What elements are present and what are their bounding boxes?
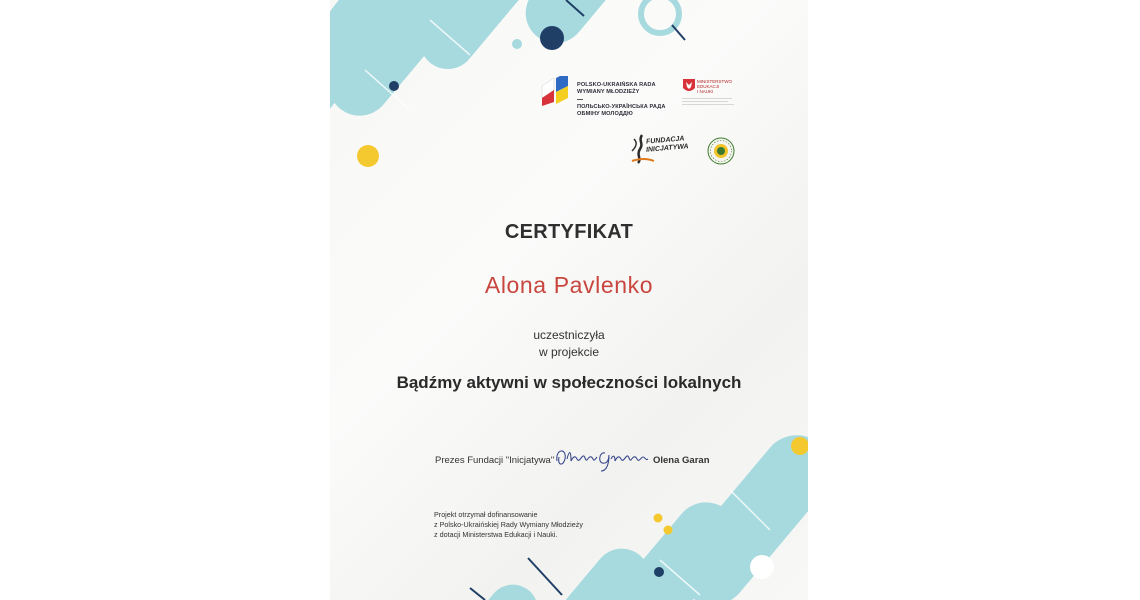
president-label: Prezes Fundacji "Inicjatywa" xyxy=(435,455,555,466)
council-name-ua-line1: ПОЛЬСЬКО-УКРАЇНСЬКА РАДА xyxy=(577,104,666,110)
round-seal-icon xyxy=(706,136,736,166)
council-name-ua-line2: ОБМІНУ МОЛОДДЮ xyxy=(577,111,633,117)
ministry-fine-print xyxy=(682,96,738,108)
pl-ua-council-logo xyxy=(540,76,675,126)
certificate-sheet xyxy=(330,0,808,600)
ministry-name-line3: I NAUKI xyxy=(697,89,714,94)
participation-text xyxy=(330,327,808,361)
divider xyxy=(577,99,583,100)
certificate-title: CERTYFIKAT xyxy=(504,221,634,243)
polish-eagle-emblem-icon xyxy=(683,79,695,93)
funding-line3: z dotacji Ministerstwa Edukacji i Nauki. xyxy=(434,530,558,539)
foundation-name-line2: INICJATYWA xyxy=(645,143,689,154)
ministry-logo xyxy=(682,78,748,112)
participation-line2: w projekcie xyxy=(538,345,600,359)
polish-ukrainian-flag-icon xyxy=(540,76,572,106)
funding-line1: Projekt otrzymał dofinansowanie xyxy=(434,510,538,519)
ministry-name-line1: MINISTERSTWO xyxy=(697,79,732,84)
council-name-pl-line2: WYMIANY MŁODZIEŻY xyxy=(577,89,640,95)
teal-pill-shape xyxy=(452,574,548,600)
navy-dot xyxy=(654,567,664,577)
handwritten-signature xyxy=(553,443,653,473)
foundation-name-line1: FUNDACJA xyxy=(645,135,685,146)
teal-pill-shape xyxy=(535,537,661,600)
foundation-logo xyxy=(630,133,696,167)
ministry-name-line2: EDUKACJI xyxy=(697,84,720,89)
project-name: Bądźmy aktywni w społeczności lokalnych xyxy=(396,373,742,392)
yellow-dot xyxy=(357,145,379,167)
funding-line2: z Polsko-Ukraińskiej Rady Wymiany Młodzieży xyxy=(434,520,583,529)
navy-dot xyxy=(389,81,399,91)
participation-line1: uczestniczyła xyxy=(533,328,605,342)
navy-dot xyxy=(540,26,564,50)
council-name-pl-line1: POLSKO-UKRAIŃSKA RADA xyxy=(577,82,656,88)
signature-row xyxy=(435,447,735,473)
teal-ring xyxy=(641,0,679,33)
recipient-name: Alona Pavlenko xyxy=(484,272,654,298)
signer-name: Olena Garan xyxy=(653,455,710,466)
funding-note xyxy=(434,510,583,540)
